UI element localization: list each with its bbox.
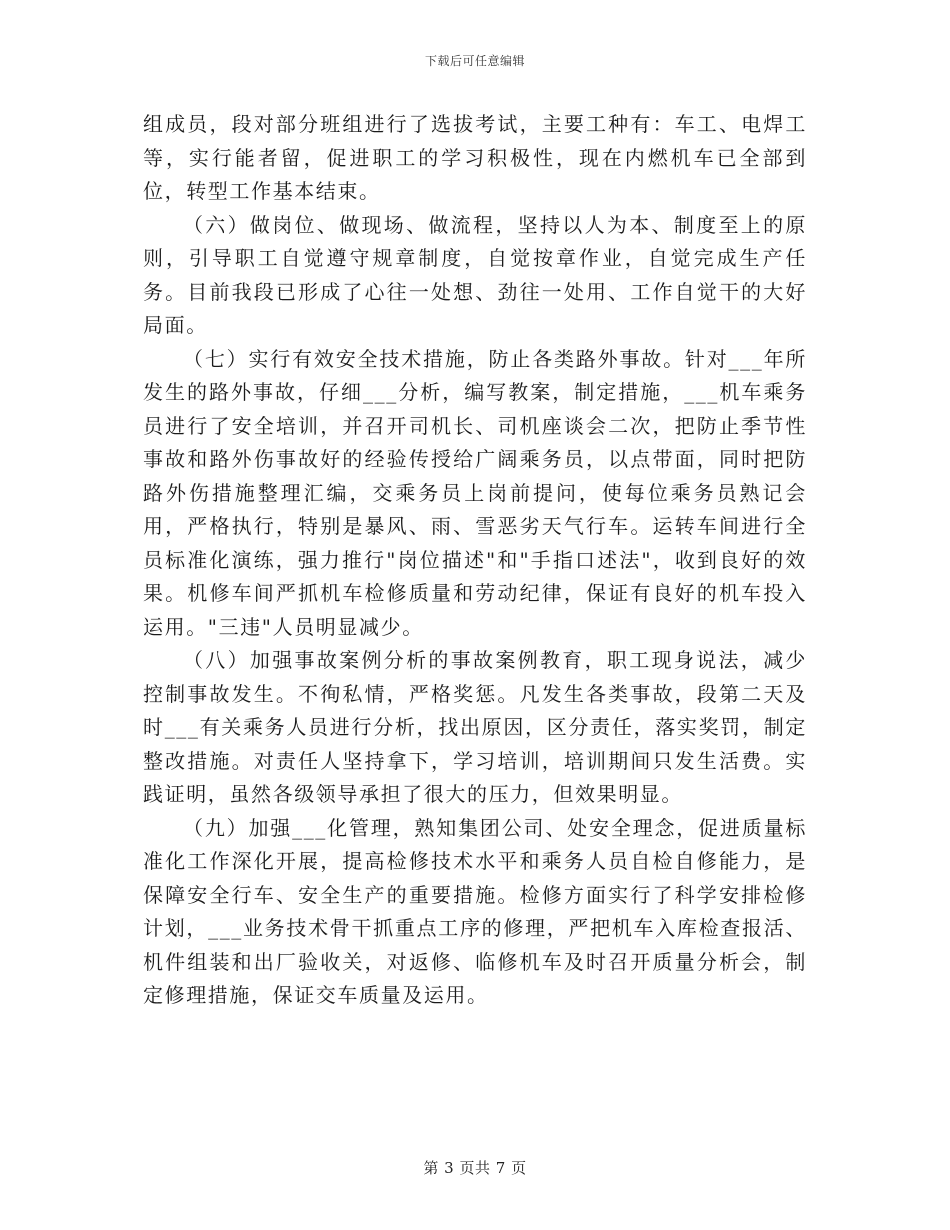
paragraph-continuation: 组成员，段对部分班组进行了选拔考试，主要工种有：车工、电焊工等，实行能者留，促进职工的学习积极性，现在内燃机车已全部到位，转型工作基本结束。 [143, 112, 807, 203]
paragraph-section-9: （九）加强___化管理，熟知集团公司、处安全理念，促进质量标准化工作深化开展，提高检修技术水平和乘务人员自检自修能力，是保障安全行车、安全生产的重要措施。检修方面实行了科学安排检修计划，___业务技术骨干抓重点工序的修理，严把机车入库检查报活、机件组装和出厂验收关，对返修、临修机车及时召开质量分析会，制定修理措施，保证交车质量及运用。 [143, 815, 807, 1007]
paragraph-section-8: （八）加强事故案例分析的事故案例教育，职工现身说法，减少控制事故发生。不徇私情，严格奖惩。凡发生各类事故，段第二天及时___有关乘务人员进行分析，找出原因，区分责任，落实奖罚，制定整改措施。对责任人坚持拿下，学习培训，培训期间只发生活费。实践证明，虽然各级领导承担了很大的压力，但效果明显。 [143, 648, 807, 806]
paragraph-section-7: （七）实行有效安全技术措施，防止各类路外事故。针对___年所发生的路外事故，仔细___分析，编写教案，制定措施，___机车乘务员进行了安全培训，并召开司机长、司机座谈会二次，把防止季节性事故和路外伤事故好的经验传授给广阔乘务员，以点带面，同时把防路外伤措施整理汇编，交乘务员上岗前提问，使每位乘务员熟记会用，严格执行，特别是暴风、雨、雪恶劣天气行车。运转车间进行全员标准化演练，强力推行"岗位描述"和"手指口述法"，收到良好的效果。机修车间严抓机车检修质量和劳动纪律，保证有良好的机车投入运用。"三违"人员明显减少。 [143, 346, 807, 639]
page-header: 下载后可任意编辑 [424, 54, 525, 68]
paragraph-section-6: （六）做岗位、做现场、做流程，坚持以人为本、制度至上的原则，引导职工自觉遵守规章制度，自觉按章作业，自觉完成生产任务。目前我段已形成了心往一处想、劲往一处用、工作自觉干的大好局面。 [143, 212, 807, 337]
page-footer: 第 3 页共 7 页 [423, 1159, 527, 1177]
body-text [143, 108, 807, 1013]
